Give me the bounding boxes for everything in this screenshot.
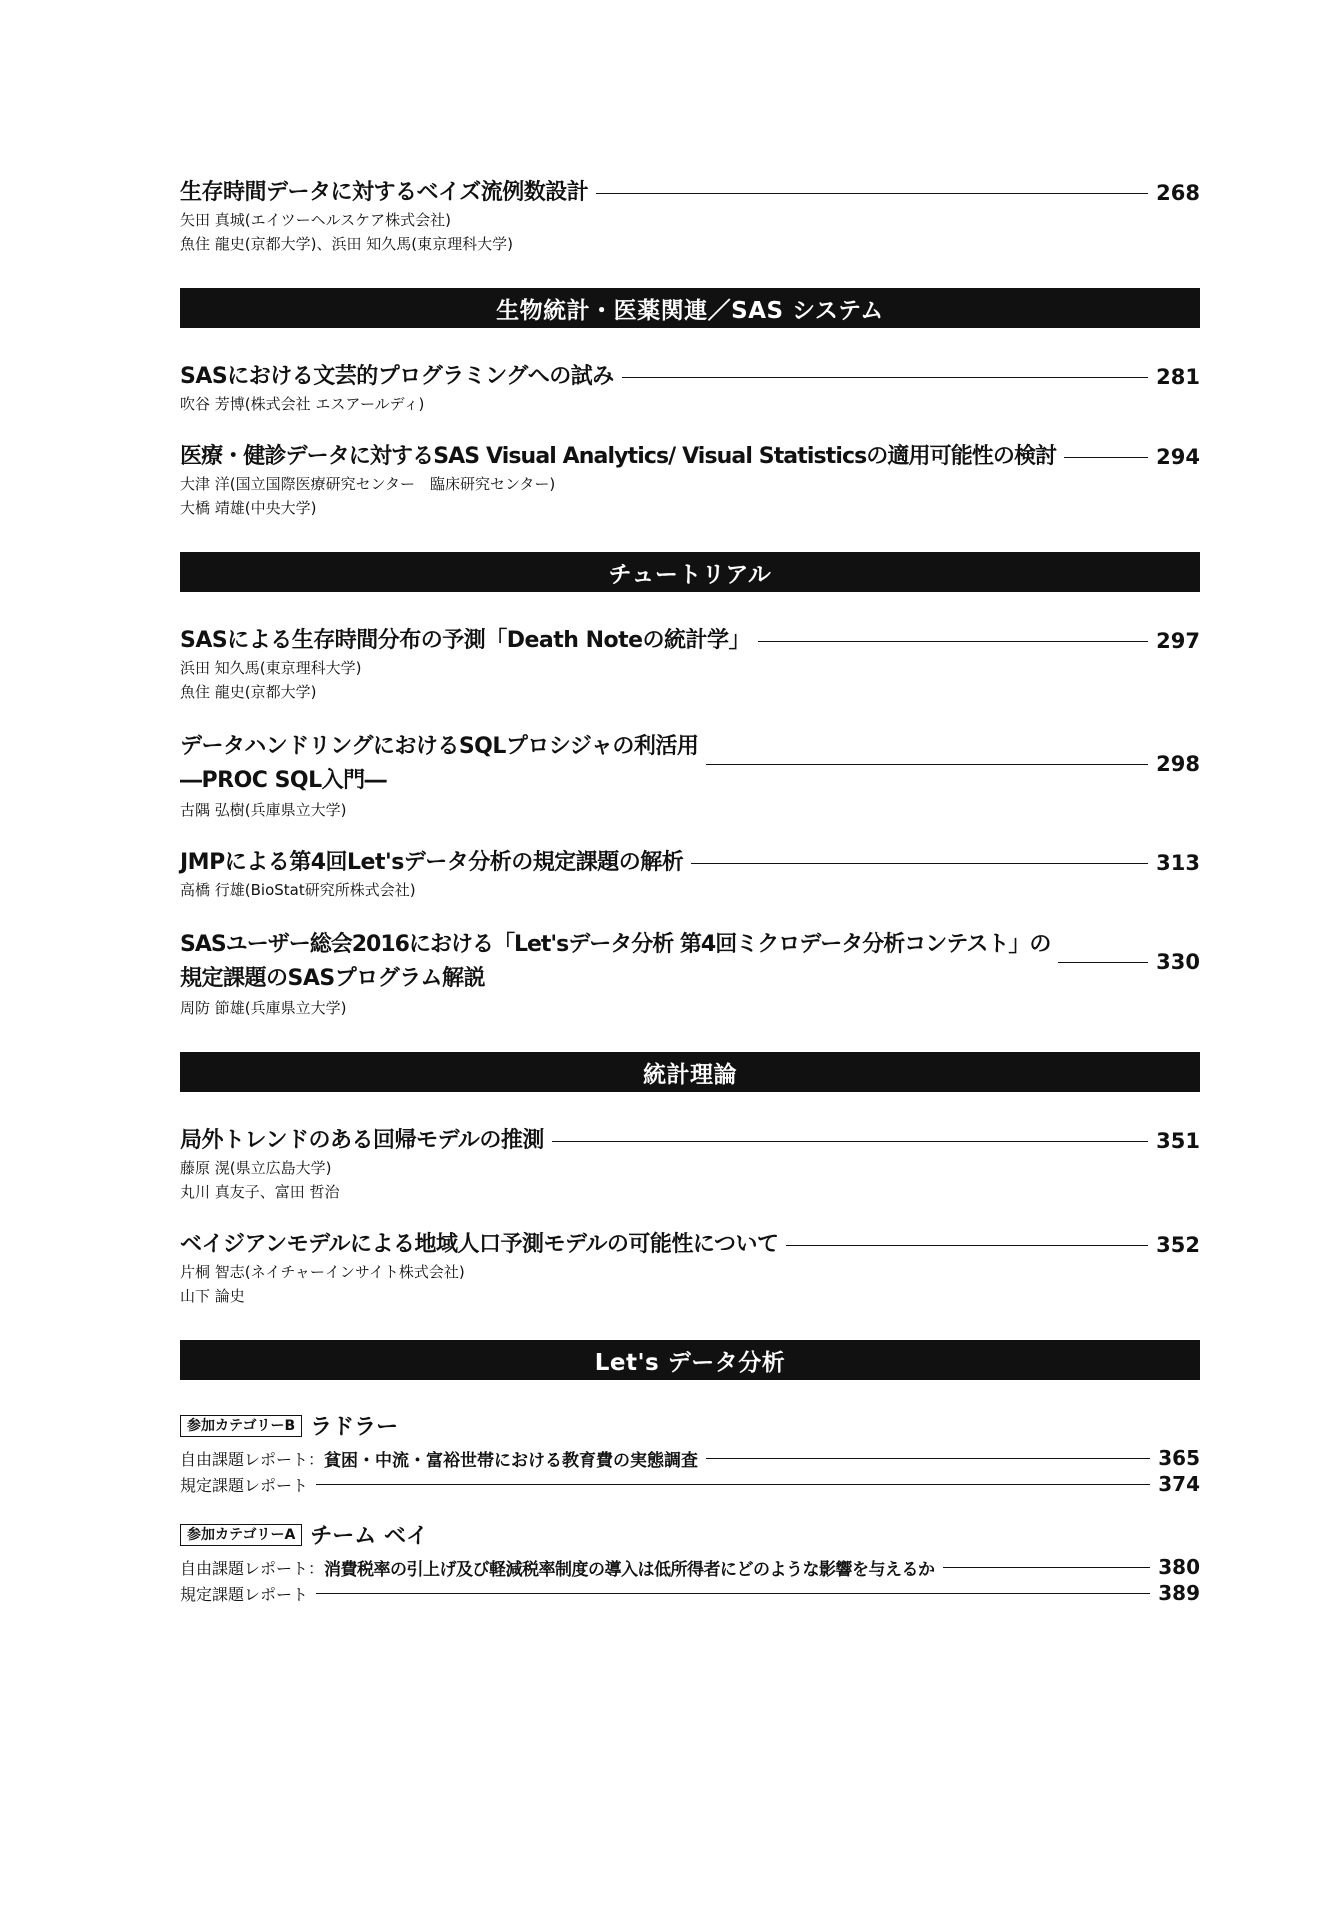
entry-subtitle[interactable]: ―PROC SQL入門―	[180, 768, 387, 793]
entry-title-row	[180, 442, 1200, 472]
entry-title-block	[180, 928, 1050, 996]
entry-title[interactable]: データハンドリングにおけるSQLプロシジャの利活用	[180, 734, 699, 759]
entry-title[interactable]: 局外トレンドのある回帰モデルの推測	[180, 1128, 544, 1153]
entry-author: 片桐 智志(ネイチャーインサイト株式会社)	[180, 1263, 465, 1281]
toc-entry[interactable]	[180, 442, 1200, 520]
dot-leader	[786, 1245, 1148, 1246]
dot-leader	[1064, 457, 1148, 458]
toc-entry[interactable]	[180, 1126, 1200, 1204]
page-number[interactable]: 351	[1156, 1129, 1200, 1153]
report-label[interactable]: 規定課題レポート	[180, 1475, 309, 1495]
dot-leader	[706, 764, 1148, 765]
entry-subtitle[interactable]: 規定課題のSASプログラム解説	[180, 966, 485, 991]
report-title[interactable]: 貧困・中流・富裕世帯における教育費の実態調査	[324, 1450, 699, 1471]
lets-group	[180, 1519, 1200, 1606]
entry-title[interactable]: 生存時間データに対するベイズ流例数設計	[180, 180, 589, 205]
page-number[interactable]: 389	[1158, 1581, 1200, 1605]
dot-leader	[758, 641, 1148, 642]
free-report-row[interactable]	[180, 1445, 1200, 1471]
page-number[interactable]: 352	[1156, 1233, 1200, 1257]
team-name: チーム ベイ	[310, 1524, 428, 1549]
dot-leader	[706, 1458, 1150, 1459]
category-row	[180, 1519, 1200, 1550]
page-number[interactable]: 313	[1156, 851, 1200, 875]
entry-author: 吹谷 芳博(株式会社 エスアールディ)	[180, 395, 425, 413]
section-header-theory: 統計理論	[180, 1052, 1200, 1092]
entry-title-row	[180, 1230, 1200, 1260]
entry-title-row	[180, 178, 1200, 208]
page-number[interactable]: 281	[1156, 365, 1200, 389]
section-header-lets: Let's データ分析	[180, 1340, 1200, 1380]
entry-title[interactable]: JMPによる第4回Let'sデータ分析の規定課題の解析	[180, 850, 684, 875]
entry-title-row	[180, 1126, 1200, 1156]
entry-title-row	[180, 848, 1200, 878]
dot-leader	[316, 1593, 1150, 1594]
toc-entry[interactable]	[180, 1230, 1200, 1308]
page-number[interactable]: 380	[1158, 1555, 1200, 1579]
toc-entry[interactable]	[180, 730, 1200, 822]
entry-title[interactable]: SASにおける文芸的プログラミングへの試み	[180, 364, 614, 389]
entry-author: 丸川 真友子、富田 哲治	[180, 1183, 340, 1201]
fixed-report-row[interactable]	[180, 1471, 1200, 1497]
section-header-tutorial: チュートリアル	[180, 552, 1200, 592]
entry-author: 周防 節雄(兵庫県立大学)	[180, 999, 347, 1017]
entry-author: 高橋 行雄(BioStat研究所株式会社)	[180, 881, 416, 899]
report-label: 自由課題レポート：	[180, 1558, 325, 1578]
page-number[interactable]: 297	[1156, 629, 1200, 653]
toc-entry[interactable]	[180, 626, 1200, 704]
team-name: ラドラー	[310, 1415, 399, 1440]
entry-author: 魚住 龍史(京都大学)、浜田 知久馬(東京理科大学)	[180, 235, 513, 253]
category-badge: 参加カテゴリーB	[180, 1415, 302, 1437]
entry-title[interactable]: SASユーザー総会2016における「Let'sデータ分析 第4回ミクロデータ分析コンテスト」の	[180, 932, 1051, 957]
entry-title-row	[180, 362, 1200, 392]
dot-leader	[596, 193, 1148, 194]
entry-title[interactable]: 医療・健診データに対するSAS Visual Analytics/ Visual Statisticsの適用可能性の検討	[180, 444, 1057, 469]
entry-title-block	[180, 730, 698, 798]
entry-title[interactable]: ベイジアンモデルによる地域人口予測モデルの可能性について	[180, 1232, 779, 1257]
category-row	[180, 1410, 1200, 1441]
entry-title-row	[180, 730, 1200, 798]
page-number[interactable]: 365	[1158, 1446, 1200, 1470]
fixed-report-row[interactable]	[180, 1580, 1200, 1606]
category-badge: 参加カテゴリーA	[180, 1524, 302, 1546]
entry-author: 浜田 知久馬(東京理科大学)	[180, 659, 362, 677]
entry-author: 藤原 滉(県立広島大学)	[180, 1159, 332, 1177]
table-of-contents	[180, 178, 1200, 1606]
page-number[interactable]: 294	[1156, 445, 1200, 469]
entry-author: 古隅 弘樹(兵庫県立大学)	[180, 801, 347, 819]
entry-title[interactable]: SASによる生存時間分布の予測「Death Noteの統計学」	[180, 628, 751, 653]
toc-entry[interactable]	[180, 848, 1200, 902]
lets-group	[180, 1410, 1200, 1497]
dot-leader	[691, 863, 1148, 864]
page-number[interactable]: 330	[1156, 950, 1200, 974]
entry-title-row	[180, 928, 1200, 996]
dot-leader	[1058, 962, 1148, 963]
dot-leader	[552, 1141, 1148, 1142]
section-header-bio: 生物統計・医薬関連／SAS システム	[180, 288, 1200, 328]
entry-author: 山下 論史	[180, 1287, 245, 1305]
toc-entry[interactable]	[180, 362, 1200, 416]
entry-title-row	[180, 626, 1200, 656]
page-number[interactable]: 298	[1156, 752, 1200, 776]
dot-leader	[316, 1484, 1150, 1485]
dot-leader	[622, 377, 1148, 378]
toc-entry[interactable]	[180, 178, 1200, 256]
entry-author: 魚住 龍史(京都大学)	[180, 683, 317, 701]
page-number[interactable]: 268	[1156, 181, 1200, 205]
report-title[interactable]: 消費税率の引上げ及び軽減税率制度の導入は低所得者にどのような影響を与えるか	[324, 1559, 935, 1580]
report-label: 自由課題レポート：	[180, 1449, 325, 1469]
free-report-row[interactable]	[180, 1554, 1200, 1580]
toc-entry[interactable]	[180, 928, 1200, 1020]
report-label[interactable]: 規定課題レポート	[180, 1584, 309, 1604]
page-number[interactable]: 374	[1158, 1472, 1200, 1496]
entry-author: 矢田 真城(エイツーヘルスケア株式会社)	[180, 211, 452, 229]
dot-leader	[943, 1567, 1151, 1568]
entry-author: 大橋 靖雄(中央大学)	[180, 499, 317, 517]
entry-author: 大津 洋(国立国際医療研究センター 臨床研究センター)	[180, 475, 556, 493]
